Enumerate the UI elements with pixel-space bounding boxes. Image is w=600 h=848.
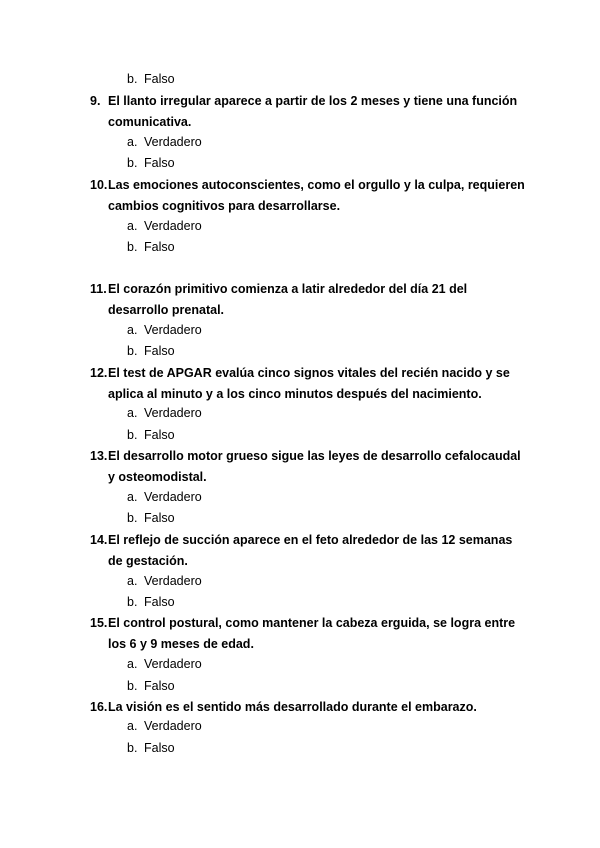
option-letter: b. (127, 595, 138, 609)
option-letter: b. (127, 741, 138, 755)
question-16-option-b (127, 740, 175, 756)
option-label: Verdadero (144, 490, 202, 504)
option-letter: a. (127, 719, 138, 733)
question-number: 12. (90, 366, 108, 380)
option-label: Verdadero (144, 574, 202, 588)
question-14 (90, 530, 530, 572)
option-letter: b. (127, 72, 138, 86)
question-text: El control postural, como mantener la cabeza erguida, se logra entre los 6 y 9 meses de edad. (108, 616, 516, 651)
question-text: El reflejo de succión aparece en el feto alrededor de las 12 semanas de gestación. (108, 533, 513, 568)
question-text: El corazón primitivo comienza a latir alrededor del día 21 del desarrollo prenatal. (108, 282, 468, 317)
option-label: Verdadero (144, 719, 202, 733)
question-10-option-a (127, 218, 202, 234)
option-label: Verdadero (144, 406, 202, 420)
question-9-option-a (127, 134, 202, 150)
option-label: Falso (144, 240, 175, 254)
option-letter: b. (127, 428, 138, 442)
option-letter: a. (127, 657, 138, 671)
question-13 (90, 446, 530, 488)
option-label: Falso (144, 741, 175, 755)
question-13-option-b (127, 510, 175, 526)
question-number: 13. (90, 449, 108, 463)
option-letter: a. (127, 135, 138, 149)
option-letter: b. (127, 156, 138, 170)
question-number: 16. (90, 700, 108, 714)
question-number: 15. (90, 616, 108, 630)
carryover-option-b (127, 71, 175, 87)
question-12 (90, 363, 530, 405)
option-letter: a. (127, 574, 138, 588)
question-12-option-a (127, 405, 202, 421)
question-text: Las emociones autoconscientes, como el orgullo y la culpa, requieren cambios cognitivos para desarrollarse. (108, 178, 525, 213)
option-label: Falso (144, 72, 175, 86)
option-label: Verdadero (144, 323, 202, 337)
option-letter: b. (127, 344, 138, 358)
question-11 (90, 279, 530, 321)
option-letter: a. (127, 490, 138, 504)
question-number: 11. (90, 282, 107, 296)
question-10 (90, 175, 530, 217)
question-12-option-b (127, 427, 175, 443)
option-label: Falso (144, 679, 175, 693)
option-label: Falso (144, 595, 175, 609)
question-15-option-b (127, 678, 175, 694)
option-label: Falso (144, 344, 175, 358)
question-number: 9. (90, 94, 101, 108)
option-letter: a. (127, 406, 138, 420)
option-label: Verdadero (144, 219, 202, 233)
question-15 (90, 613, 530, 655)
option-label: Verdadero (144, 135, 202, 149)
question-text: La visión es el sentido más desarrollado durante el embarazo. (108, 700, 477, 714)
question-text: El desarrollo motor grueso sigue las leyes de desarrollo cefalocaudal y osteomodistal. (108, 449, 521, 484)
option-letter: a. (127, 323, 138, 337)
question-number: 14. (90, 533, 108, 547)
question-16-option-a (127, 718, 202, 734)
option-label: Falso (144, 428, 175, 442)
question-14-option-a (127, 573, 202, 589)
option-letter: b. (127, 240, 138, 254)
option-letter: b. (127, 511, 138, 525)
option-label: Verdadero (144, 657, 202, 671)
option-label: Falso (144, 156, 175, 170)
question-text: El test de APGAR evalúa cinco signos vitales del recién nacido y se aplica al minuto y a los cinco minutos después del nacimiento. (108, 366, 510, 401)
question-14-option-b (127, 594, 175, 610)
question-9-option-b (127, 155, 175, 171)
question-10-option-b (127, 239, 175, 255)
question-11-option-b (127, 343, 175, 359)
question-number: 10. (90, 178, 108, 192)
question-9 (90, 91, 530, 133)
option-label: Falso (144, 511, 175, 525)
question-16 (90, 697, 530, 718)
question-text: El llanto irregular aparece a partir de los 2 meses y tiene una función comunicativa. (108, 94, 518, 129)
option-letter: b. (127, 679, 138, 693)
option-letter: a. (127, 219, 138, 233)
question-15-option-a (127, 656, 202, 672)
question-13-option-a (127, 489, 202, 505)
question-11-option-a (127, 322, 202, 338)
